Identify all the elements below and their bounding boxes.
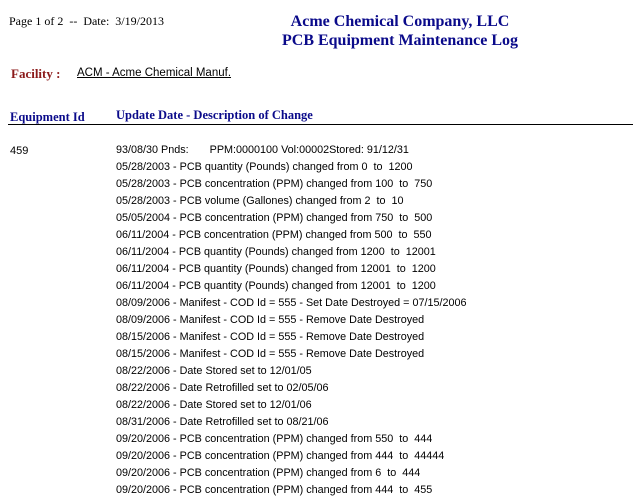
change-list (116, 142, 467, 499)
change-entry: 08/15/2006 - Manifest - COD Id = 555 - Remove Date Destroyed (116, 331, 425, 343)
change-entry: 08/22/2006 - Date Retrofilled set to 02/05/06 (116, 382, 329, 394)
change-entry: 06/11/2004 - PCB concentration (PPM) changed from 500 to 550 (116, 229, 432, 241)
change-entry: 09/20/2006 - PCB concentration (PPM) changed from 444 to 44444 (116, 450, 445, 462)
change-entry: 05/28/2003 - PCB quantity (Pounds) changed from 0 to 1200 (116, 161, 413, 173)
page-info: Page 1 of 2 -- Date: 3/19/2013 (9, 14, 164, 28)
change-entry: 05/05/2004 - PCB concentration (PPM) changed from 750 to 500 (116, 212, 433, 224)
column-header-equipment-id: Equipment Id (10, 110, 85, 124)
change-entry: 09/20/2006 - PCB concentration (PPM) changed from 444 to 455 (116, 484, 433, 496)
facility-link[interactable]: ACM - Acme Chemical Manuf. (77, 67, 232, 79)
company-name: Acme Chemical Company, LLC (290, 13, 510, 30)
equipment-id: 459 (10, 145, 29, 157)
change-entry: 06/11/2004 - PCB quantity (Pounds) changed from 12001 to 1200 (116, 263, 436, 275)
facility-label: Facility : (11, 66, 61, 81)
change-entry: 09/20/2006 - PCB concentration (PPM) changed from 550 to 444 (116, 433, 433, 445)
change-entry: 08/09/2006 - Manifest - COD Id = 555 - Set Date Destroyed = 07/15/2006 (116, 297, 467, 309)
change-entry: 08/31/2006 - Date Retrofilled set to 08/21/06 (116, 416, 329, 428)
change-entry: 08/15/2006 - Manifest - COD Id = 555 - Remove Date Destroyed (116, 348, 425, 360)
header-divider (8, 124, 633, 125)
change-entry: 06/11/2004 - PCB quantity (Pounds) changed from 1200 to 12001 (116, 246, 436, 258)
change-entry: 05/28/2003 - PCB volume (Gallones) changed from 2 to 10 (116, 195, 404, 207)
change-entry: 08/09/2006 - Manifest - COD Id = 555 - Remove Date Destroyed (116, 314, 425, 326)
report-title: PCB Equipment Maintenance Log (281, 32, 518, 49)
change-entry: 06/11/2004 - PCB quantity (Pounds) changed from 12001 to 1200 (116, 280, 436, 292)
change-entry: 08/22/2006 - Date Stored set to 12/01/05 (116, 365, 312, 377)
change-entry: 09/20/2006 - PCB concentration (PPM) changed from 6 to 444 (116, 467, 421, 479)
change-entry: 08/22/2006 - Date Stored set to 12/01/06 (116, 399, 312, 411)
change-entry: 93/08/30 Pnds: PPM:0000100 Vol:00002Stored: 91/12/31 (116, 144, 409, 156)
change-entry: 05/28/2003 - PCB concentration (PPM) changed from 100 to 750 (116, 178, 433, 190)
column-header-description: Update Date - Description of Change (116, 108, 313, 122)
